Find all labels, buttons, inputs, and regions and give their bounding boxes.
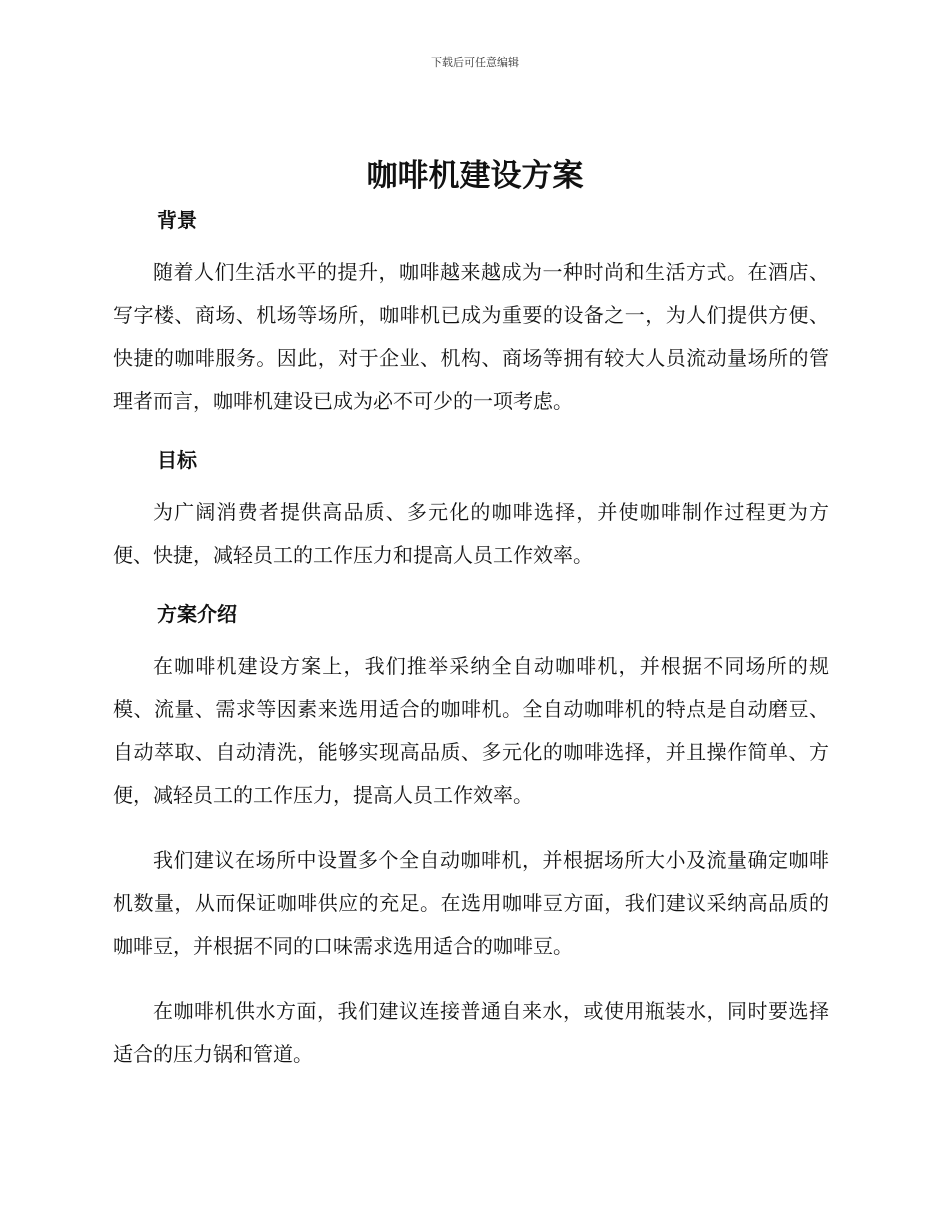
section-heading: 方案介绍 bbox=[157, 602, 237, 626]
paragraph: 随着人们生活水平的提升，咖啡越来越成为一种时尚和生活方式。在酒店、写字楼、商场、机场等场所，咖啡机已成为重要的设备之一，为人们提供方便、快捷的咖啡服务。因此，对于企业、机构、商场等拥有较大人员流动量场所的管理者而言，咖啡机建设已成为必不可少的一项考虑。 bbox=[113, 260, 829, 413]
document-title: 咖啡机建设方案 bbox=[366, 158, 584, 194]
paragraph: 在咖啡机建设方案上，我们推举采纳全自动咖啡机，并根据不同场所的规模、流量、需求等因素来选用适合的咖啡机。全自动咖啡机的特点是自动磨豆、自动萃取、自动清洗，能够实现高品质、多元化的咖啡选择，并且操作简单、方便，减轻员工的工作压力，提高人员工作效率。 bbox=[113, 654, 829, 807]
paragraph: 在咖啡机供水方面，我们建议连接普通自来水，或使用瓶装水，同时要选择适合的压力锅和管道。 bbox=[113, 999, 829, 1066]
section-heading: 背景 bbox=[157, 208, 197, 232]
paragraph: 为广阔消费者提供高品质、多元化的咖啡选择，并使咖啡制作过程更为方便、快捷，减轻员工的工作压力和提高人员工作效率。 bbox=[113, 500, 829, 567]
page-header-note: 下载后可任意编辑 bbox=[431, 56, 519, 69]
section-plan bbox=[113, 599, 829, 1076]
paragraph: 我们建议在场所中设置多个全自动咖啡机，并根据场所大小及流量确定咖啡机数量，从而保证咖啡供应的充足。在选用咖啡豆方面，我们建议采纳高品质的咖啡豆，并根据不同的口味需求选用适合的咖啡豆。 bbox=[113, 848, 829, 958]
section-goal bbox=[113, 445, 829, 577]
section-heading: 目标 bbox=[157, 448, 197, 472]
section-background bbox=[113, 205, 829, 423]
document-body bbox=[113, 205, 829, 1076]
